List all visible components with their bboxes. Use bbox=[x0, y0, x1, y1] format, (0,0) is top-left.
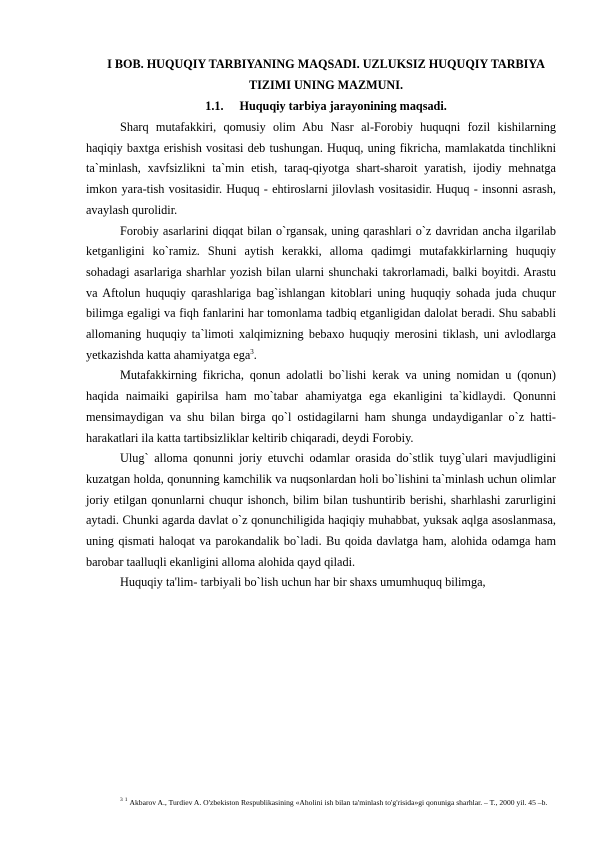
paragraph-5: Huquqiy ta'lim- tarbiyali bo`lish uchun har bir shaxs umumhuquq bilimga, bbox=[120, 575, 486, 590]
paragraph-3: Mutafakkirning fikricha, qonun adolatli bo`lishi kerak va uning nomidan u (qonun) haqida naimaiki gapirilsa ham mo`tabar ahamiyatga ega ekanligini ta`kidlaydi. Qonunni mensimaydigan va shu bilan birga qo`l ostidagilarni ham shunga undaydiganlar o`z hatti-harakatlari ila katta tartibsizliklar keltirib chiqaradi, deydi Forobiy. bbox=[86, 368, 556, 445]
footnote-inner-marker: 1 bbox=[124, 797, 128, 804]
paragraph-2: Forobiy asarlarini diqqat bilan o`rgansak, uning qarashlari o`z davridan ancha ilgarilab ketganligini ko`ramiz. Shuni aytish kerakki, alloma qadimgi mutafakkirlarning huquqiy sohadagi asarlariga sharhlar yozish bilan ularni shunchaki takrorlamadi, balki boyitdi. Arastu va Aftolun huquqiy qarashlariga bag`ishlangan kitoblari uning huquqiy sohada juda chuqur bilimga egaligi va fiqh fanlarini har tomonlama tadbiq etganligidan dalolat beradi. Shu sababli allomaning huquqiy ta`limoti xalqimizning bebaxo huquqiy merosini tiklash, uni avlodlarga yetkazishda katta ahamiyatga ega$^3$. bbox=[86, 223, 556, 362]
body-text bbox=[86, 117, 556, 593]
section-heading bbox=[86, 96, 566, 117]
footnote-text: Akbarov A., Turdiev A. O'zbekiston Respublikasining «Aholini ish bilan ta'minlash to'g'risida»gi qonuniga sharhlar. – T., 2000 yil. 45 –b. bbox=[129, 798, 548, 807]
footnote-reference: 3 bbox=[250, 347, 254, 356]
section-number: 1.1. bbox=[205, 99, 224, 113]
paragraph-1: Sharq mutafakkiri, qomusiy olim Abu Nasr al-Forobiy huquqni fozil kishilarning haqiqiy baxtga erishish vositasi deb tushungan. Huquq, uning fikricha, mamlakatda tinchlikni ta`minlash, xavfsizlikni ta`min etish, taraq-qiyotga shart-sharoit yaratish, ijodiy mehnatga imkon yara-tish vositasidir. Huquq - ehtiroslarni jilovlash vositasidir. Huquq - insonni asrash, avaylash qurolidir. bbox=[86, 120, 556, 217]
paragraph-4: Ulug` alloma qonunni joriy etuvchi odamlar orasida do`stlik tuyg`ulari mavjudligini kuzatgan holda, qonunning kamchilik va nuqsonlardan holi bo`lishini ta`minlash uchun olimlar joriy etilgan qonunlarni chuqur ishonch, bilim bilan tushuntirib berishi, sharhlashi zarurligini aytadi. Chunki agarda davlat o`z qonunchiligida haqiqiy muhabbat, yuksak aqlga asoslanmasa, uning qismati haloqat va parokandalik bo`ladi. Bu qoida davlatga ham, alohida odamga ham barobar taalluqli ekanligini alloma alohida qayd qiladi. bbox=[86, 451, 556, 569]
footnote bbox=[86, 797, 556, 809]
footnote-marker: 3 bbox=[120, 797, 123, 804]
chapter-heading: I BOB. HUQUQIY TARBIYANING MAQSADI. UZLUKSIZ HUQUQIY TARBIYA TIZIMI UNING MAZMUNI. bbox=[107, 57, 545, 92]
section-title: Huquqiy tarbiya jarayonining maqsadi. bbox=[239, 99, 447, 113]
paragraph-2-text: Forobiy asarlarini diqqat bilan o`rgansak, uning qarashlari o`z davridan ancha ilgarilab ketganligini ko`ramiz. Shuni aytish kerakki, alloma qadimgi mutafakkirlarning huquqiy sohadagi asarlariga sharhlar yozish bilan ularni shunchaki takrorlamadi, balki boyitdi. Arastu va Aftolun huquqiy qarashlariga bag`ishlangan kitoblari uning huquqiy sohada juda chuqur bilimga egaligi va fiqh fanlarini har tomonlama tadbiq etganligidan dalolat beradi. Shu sababli allomaning huquqiy ta`limoti xalqimizning bebaxo huquqiy merosini tiklash, uni avlodlarga yetkazishda katta ahamiyatga ega bbox=[86, 223, 556, 362]
